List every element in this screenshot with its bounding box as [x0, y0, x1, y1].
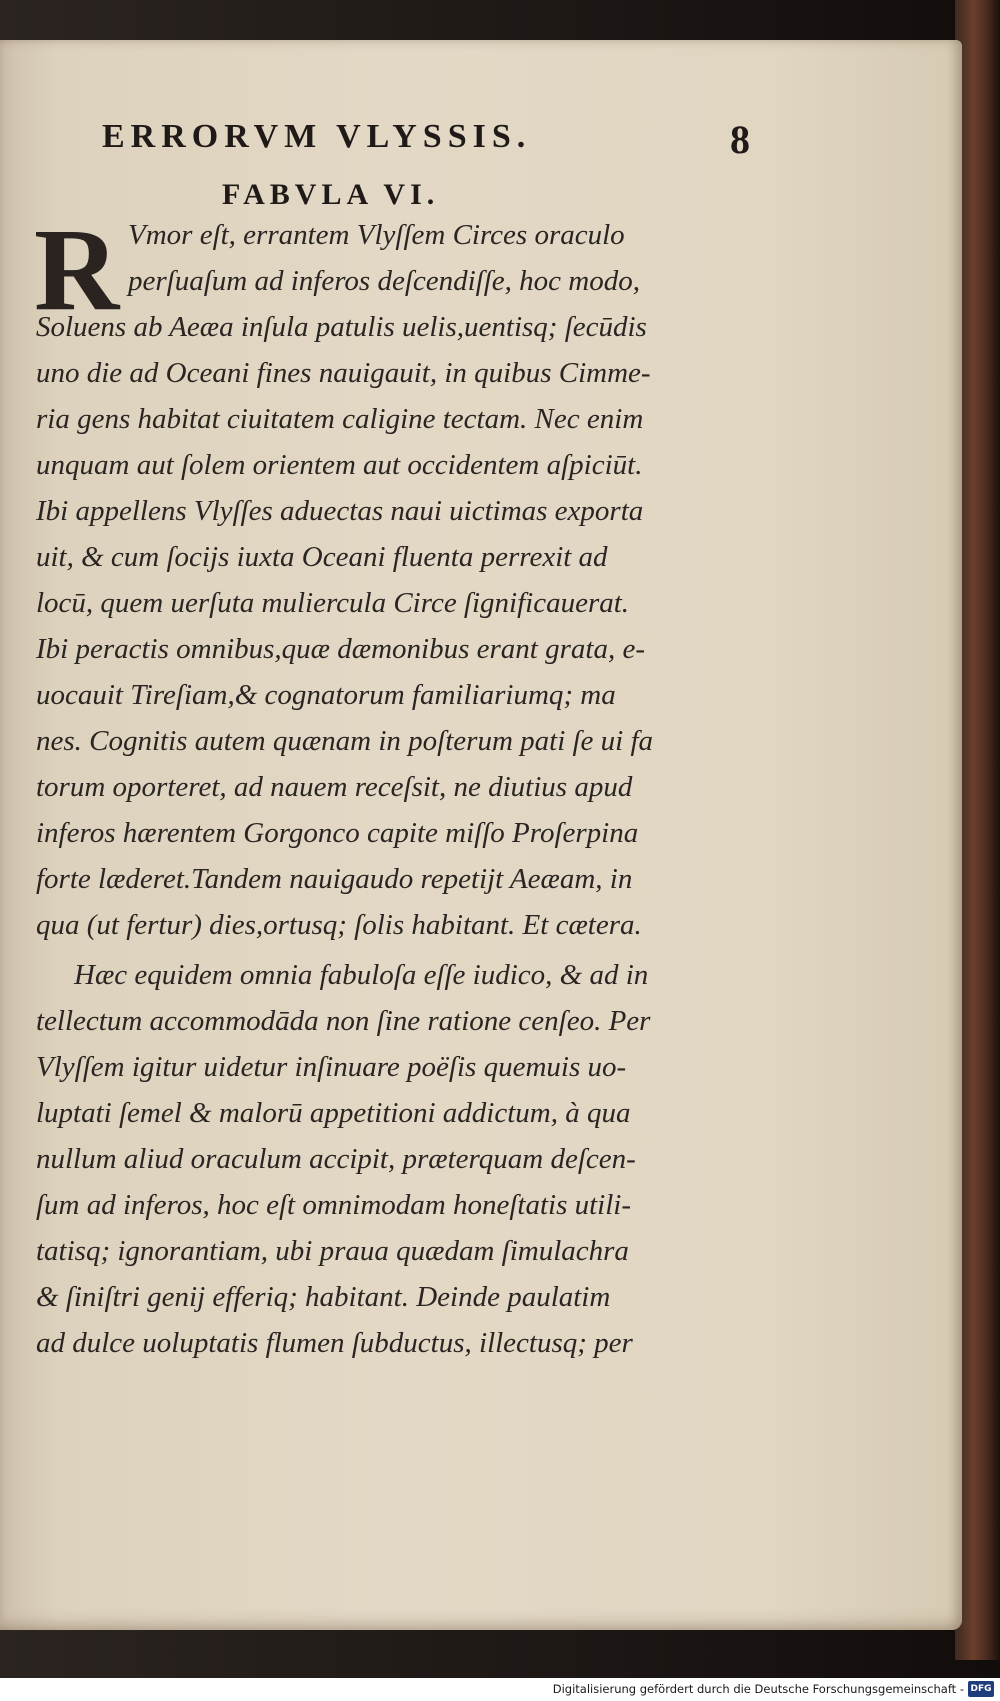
page-number: 8: [730, 117, 750, 162]
text-line: torum oporteret, ad nauem receſsit, ne diutius apud: [36, 771, 633, 803]
drop-cap-initial: R: [34, 204, 120, 335]
text-line: inferos hærentem Gorgonco capite miſſo Proſerpina: [36, 817, 639, 849]
text-line: qua (ut fertur) dies,ortusq; ſolis habitant. Et cætera.: [36, 909, 642, 941]
text-line: Vlyſſem igitur uidetur inſinuare poëſis quemuis uo-: [36, 1051, 627, 1083]
text-line: forte læderet.Tandem nauigaudo repetijt Aeæam, in: [36, 863, 633, 895]
text-line: uit, & cum ſocijs iuxta Oceani fluenta perrexit ad: [36, 541, 608, 573]
text-line: ſum ad inferos, hoc eſt omnimodam honeſtatis utili-: [36, 1189, 631, 1221]
text-line: nes. Cognitis autem quænam in poſterum pati ſe ui fa: [36, 725, 654, 757]
text-line: tatisq; ignorantiam, ubi praua quædam ſimulachra: [36, 1235, 629, 1267]
text-line: uocauit Tireſiam,& cognatorum familiariumq; ma: [36, 679, 616, 711]
text-line: ad dulce uoluptatis flumen ſubductus, illectusq; per: [36, 1327, 633, 1359]
text-line: Ibi peractis omnibus,quæ dæmonibus erant grata, e-: [36, 633, 645, 665]
dfg-logo-icon: DFG: [968, 1681, 994, 1697]
text-line: Ibi appellens Vlyſſes aduectas naui uictimas exporta: [36, 495, 644, 527]
text-line: unquam aut ſolem orientem aut occidentem aſpiciūt.: [36, 449, 643, 481]
text-line: tellectum accommodāda non ſine ratione cenſeo. Per: [36, 1005, 651, 1037]
text-line: ria gens habitat ciuitatem caligine tectam. Nec enim: [36, 403, 644, 435]
caption-text: Digitalisierung gefördert durch die Deutsche Forschungsgemeinschaft -: [552, 1682, 964, 1696]
text-line: luptati ſemel & malorū appetitioni addictum, à qua: [36, 1097, 631, 1129]
running-header: [102, 118, 762, 162]
text-line: nullum aliud oraculum accipit, præterquam deſcen-: [36, 1143, 636, 1175]
text-line: uno die ad Oceani fines nauigauit, in quibus Cimme-: [36, 357, 651, 389]
text-line: Vmor eſt, errantem Vlyſſem Circes oraculo: [128, 219, 625, 251]
text-line: & ſiniſtri genij efferiq; habitant. Deinde paulatim: [36, 1281, 611, 1313]
text-line: perſuaſum ad inferos deſcendiſſe, hoc modo,: [128, 265, 640, 297]
running-title: ERRORVM VLYSSIS.: [102, 118, 532, 155]
chapter-title: FABVLA VI.: [222, 178, 440, 211]
text-line: locū, quem uerſuta muliercula Circe ſignificauerat.: [36, 587, 630, 619]
digitization-caption: [0, 1678, 1000, 1701]
text-line: Hæc equidem omnia fabuloſa eſſe iudico, & ad in: [74, 959, 649, 991]
text-line: Soluens ab Aeæa inſula patulis uelis,uentisq; ſecūdis: [36, 311, 647, 343]
